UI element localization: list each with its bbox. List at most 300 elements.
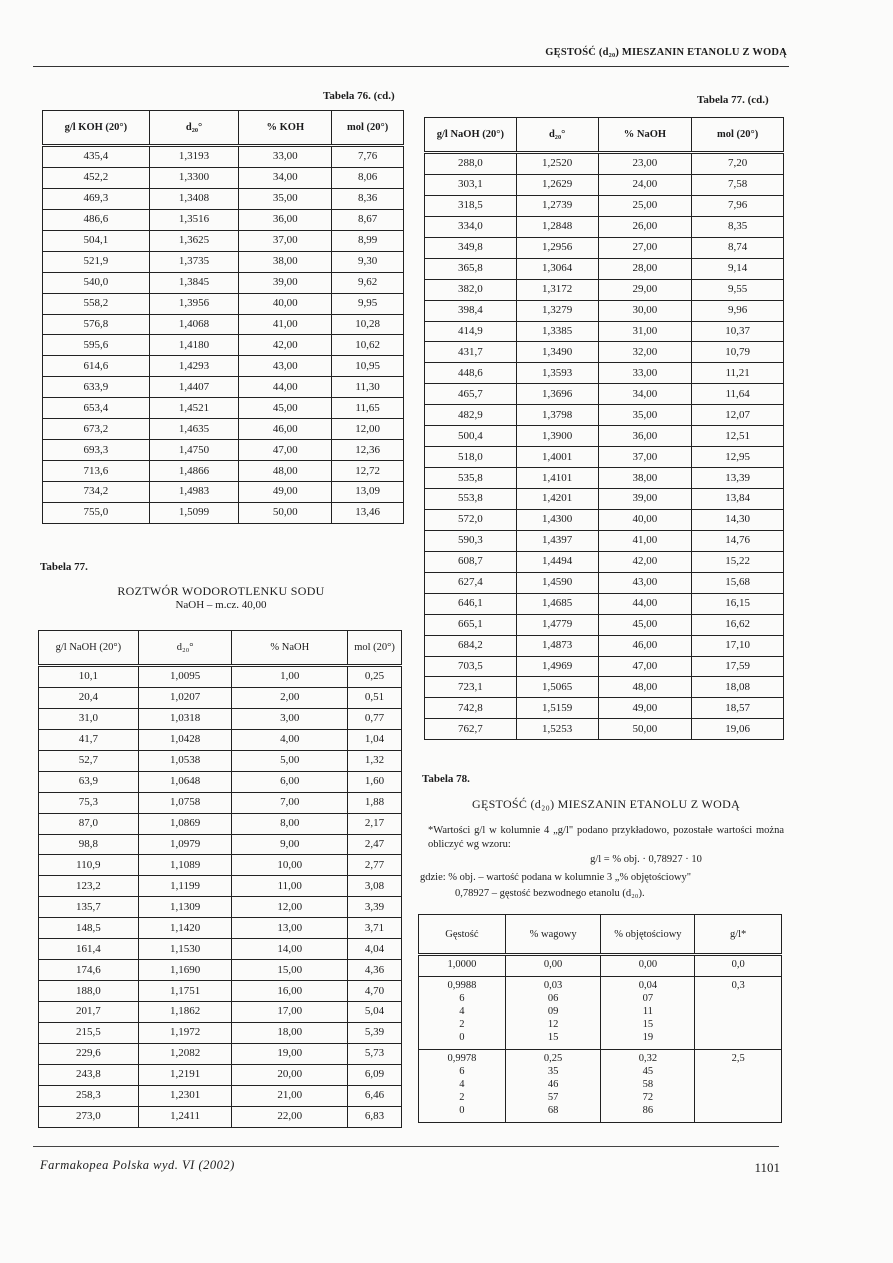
table-cell: 29,00 — [598, 279, 692, 300]
cell-value: 6 — [459, 993, 465, 1004]
table-cell: 11,65 — [332, 398, 404, 419]
table-cell: 19,00 — [232, 1043, 348, 1064]
table-row — [39, 771, 402, 792]
table-header-row — [419, 915, 782, 955]
table-cell: 13,39 — [692, 468, 784, 489]
table-cell: 75,3 — [39, 792, 139, 813]
table-cell: 1,2301 — [138, 1085, 232, 1106]
table-cell: 1,1862 — [138, 1002, 232, 1023]
table-cell: 45,00 — [239, 398, 332, 419]
table-cell: 28,00 — [598, 258, 692, 279]
table-cell: 1,4866 — [149, 461, 239, 482]
table-cell: 1,3696 — [516, 384, 598, 405]
table-cell: 288,0 — [425, 153, 517, 175]
table-cell: 6,00 — [232, 771, 348, 792]
table-row — [425, 509, 784, 530]
footer-rule — [33, 1146, 779, 1147]
column-header: mol (20°) — [692, 118, 784, 153]
table-cell: 188,0 — [39, 981, 139, 1002]
table-cell: 45,00 — [598, 614, 692, 635]
table-cell: 49,00 — [598, 698, 692, 719]
cell-value: 4 — [459, 1006, 465, 1017]
table-cell: 465,7 — [425, 384, 517, 405]
table-cell: 8,06 — [332, 167, 404, 188]
table-cell: 469,3 — [43, 188, 150, 209]
table-cell: 4,04 — [348, 939, 402, 960]
cell-value: 0,03 — [543, 980, 563, 991]
table-cell: 646,1 — [425, 593, 517, 614]
table-cell: 3,39 — [348, 897, 402, 918]
column-header: d₂₀° — [138, 631, 232, 666]
table-cell: 44,00 — [239, 377, 332, 398]
table-cell: 448,6 — [425, 363, 517, 384]
table-cell: 11,30 — [332, 377, 404, 398]
table-cell: 23,00 — [598, 153, 692, 175]
table-cell: 50,00 — [598, 719, 692, 740]
table-cell: 1,1972 — [138, 1022, 232, 1043]
table-cell: 41,00 — [239, 314, 332, 335]
table-row — [425, 656, 784, 677]
table-cell: 1,32 — [348, 750, 402, 771]
table-cell: 4,70 — [348, 981, 402, 1002]
table-cell: 33,00 — [598, 363, 692, 384]
table-row — [39, 918, 402, 939]
table76 — [42, 110, 404, 524]
table-row — [39, 897, 402, 918]
cell-value: 0,04 — [638, 980, 658, 991]
table-cell: 1,3064 — [516, 258, 598, 279]
table-cell: 33,00 — [239, 146, 332, 168]
table-cell: 6,09 — [348, 1064, 402, 1085]
table-cell: 135,7 — [39, 897, 139, 918]
table-cell: 16,00 — [232, 981, 348, 1002]
table-row — [39, 687, 402, 708]
table-cell: 1,0758 — [138, 792, 232, 813]
table-cell: 1,3516 — [149, 209, 239, 230]
table-cell: 27,00 — [598, 237, 692, 258]
table-cell: 13,09 — [332, 482, 404, 503]
table-cell: 1,04 — [348, 729, 402, 750]
table-cell: 1,60 — [348, 771, 402, 792]
table-cell: 382,0 — [425, 279, 517, 300]
table-cell: 10,28 — [332, 314, 404, 335]
table-row — [39, 813, 402, 834]
table-cell: 1,5159 — [516, 698, 598, 719]
table-cell: 5,00 — [232, 750, 348, 771]
table-cell: 43,00 — [598, 572, 692, 593]
cell-value: 0,9988 — [447, 980, 477, 991]
table-row — [43, 377, 404, 398]
table-cell: 1,4521 — [149, 398, 239, 419]
table-row — [43, 314, 404, 335]
table-row — [425, 174, 784, 195]
table-cell — [505, 955, 601, 977]
table-row — [43, 356, 404, 377]
table-row — [425, 426, 784, 447]
table-cell: 38,00 — [598, 468, 692, 489]
table-row — [39, 876, 402, 897]
table-cell: 10,95 — [332, 356, 404, 377]
table-cell: 1,4983 — [149, 482, 239, 503]
table-cell: 10,1 — [39, 666, 139, 688]
table-cell: 40,00 — [598, 509, 692, 530]
table-header-row — [425, 118, 784, 153]
table-cell: 1,4397 — [516, 530, 598, 551]
cell-value: 1,0000 — [447, 959, 477, 970]
table-cell: 5,39 — [348, 1022, 402, 1043]
table-cell: 48,00 — [239, 461, 332, 482]
table-row — [43, 335, 404, 356]
cell-value: 6 — [459, 1066, 465, 1077]
table-cell: 161,4 — [39, 939, 139, 960]
table-cell: 1,1199 — [138, 876, 232, 897]
table-cell: 22,00 — [232, 1106, 348, 1127]
table-cell: 14,30 — [692, 509, 784, 530]
table-row — [425, 342, 784, 363]
table-cell: 1,2082 — [138, 1043, 232, 1064]
table-cell: 553,8 — [425, 489, 517, 510]
table-cell: 1,3193 — [149, 146, 239, 168]
table-cell: 10,79 — [692, 342, 784, 363]
column-header: % NaOH — [232, 631, 348, 666]
table-cell: 12,36 — [332, 440, 404, 461]
table-cell: 1,3593 — [516, 363, 598, 384]
table-row — [39, 981, 402, 1002]
table-cell: 6,83 — [348, 1106, 402, 1127]
cell-value: 72 — [642, 1092, 654, 1103]
table-cell: 8,67 — [332, 209, 404, 230]
table-cell: 7,58 — [692, 174, 784, 195]
table-cell: 1,3279 — [516, 300, 598, 321]
table-cell: 3,71 — [348, 918, 402, 939]
cell-value: 19 — [642, 1032, 654, 1043]
table-cell: 8,74 — [692, 237, 784, 258]
table-cell: 5,73 — [348, 1043, 402, 1064]
table-cell: 1,4779 — [516, 614, 598, 635]
table-cell: 1,0648 — [138, 771, 232, 792]
table-cell: 1,0979 — [138, 834, 232, 855]
table-cell: 334,0 — [425, 216, 517, 237]
column-header: % NaOH — [598, 118, 692, 153]
table-cell: 10,62 — [332, 335, 404, 356]
table-cell: 608,7 — [425, 551, 517, 572]
table-cell: 46,00 — [239, 419, 332, 440]
table-cell: 16,62 — [692, 614, 784, 635]
table-cell: 15,00 — [232, 960, 348, 981]
table-row — [43, 209, 404, 230]
table-cell: 18,00 — [232, 1022, 348, 1043]
table-row — [39, 1064, 402, 1085]
table-cell: 665,1 — [425, 614, 517, 635]
cell-value: 0,3 — [731, 980, 745, 991]
cell-value: 15 — [642, 1019, 654, 1030]
table78-title: GĘSTOŚĆ (d₂₀) MIESZANIN ETANOLU Z WODĄ — [471, 797, 740, 811]
table77-title: ROZTWÓR WODOROTLENKU SODU — [117, 584, 325, 598]
table-cell: 1,0538 — [138, 750, 232, 771]
cell-value: 45 — [642, 1066, 654, 1077]
cell-value: 4 — [459, 1079, 465, 1090]
table-cell: 1,3845 — [149, 272, 239, 293]
table-cell: 258,3 — [39, 1085, 139, 1106]
table-cell: 35,00 — [598, 405, 692, 426]
table-cell: 1,3408 — [149, 188, 239, 209]
cell-value: 0,0 — [731, 959, 745, 970]
table-cell: 12,95 — [692, 447, 784, 468]
column-header: g/l NaOH (20°) — [39, 631, 139, 666]
table-cell: 41,7 — [39, 729, 139, 750]
table78-density-note: 0,78927 – gęstość bezwodnego etanolu (d₂₀). — [455, 888, 645, 899]
table-cell: 1,4685 — [516, 593, 598, 614]
table-cell: 8,35 — [692, 216, 784, 237]
table-cell: 49,00 — [239, 482, 332, 503]
table-cell: 1,00 — [232, 666, 348, 688]
table-cell: 1,3625 — [149, 230, 239, 251]
table-cell: 1,2520 — [516, 153, 598, 175]
table78 — [418, 914, 782, 1123]
table-row — [425, 300, 784, 321]
cell-value: 57 — [547, 1092, 559, 1103]
table-row — [39, 960, 402, 981]
table-cell: 46,00 — [598, 635, 692, 656]
table-cell: 1,3490 — [516, 342, 598, 363]
table-cell: 19,06 — [692, 719, 784, 740]
table-cell: 1,0095 — [138, 666, 232, 688]
table-cell: 123,2 — [39, 876, 139, 897]
table-row — [425, 698, 784, 719]
table-cell: 9,30 — [332, 251, 404, 272]
table-cell: 52,7 — [39, 750, 139, 771]
table-row — [43, 419, 404, 440]
table-cell: 14,76 — [692, 530, 784, 551]
table-cell: 1,4201 — [516, 489, 598, 510]
table-cell: 1,1530 — [138, 939, 232, 960]
table-cell: 215,5 — [39, 1022, 139, 1043]
table-cell: 1,0318 — [138, 708, 232, 729]
table-cell: 47,00 — [239, 440, 332, 461]
table-row — [43, 188, 404, 209]
table-cell: 1,3798 — [516, 405, 598, 426]
table-cell: 1,2739 — [516, 195, 598, 216]
table-row — [43, 461, 404, 482]
table-row — [425, 635, 784, 656]
table78-note: *Wartości g/l w kolumnie 4 „g/l" podano przykładowo, pozostałe wartości można obliczyć wg wzoru: — [428, 825, 784, 850]
table-cell: 9,55 — [692, 279, 784, 300]
cell-value: 12 — [547, 1019, 559, 1030]
table-cell: 44,00 — [598, 593, 692, 614]
table-cell: 13,84 — [692, 489, 784, 510]
table-cell: 8,99 — [332, 230, 404, 251]
footer-publication: Farmakopea Polska wyd. VI (2002) — [40, 1158, 235, 1172]
table-cell — [601, 1050, 695, 1123]
table-cell: 11,64 — [692, 384, 784, 405]
table-row — [425, 572, 784, 593]
table-cell: 15,68 — [692, 572, 784, 593]
table-cell: 365,8 — [425, 258, 517, 279]
table-cell: 318,5 — [425, 195, 517, 216]
table-cell: 2,00 — [232, 687, 348, 708]
cell-value: 58 — [642, 1079, 654, 1090]
table-row — [39, 792, 402, 813]
table-cell: 1,3956 — [149, 293, 239, 314]
table-row — [425, 489, 784, 510]
table-cell: 1,4293 — [149, 356, 239, 377]
table-cell: 37,00 — [239, 230, 332, 251]
table-cell: 36,00 — [239, 209, 332, 230]
table-cell: 41,00 — [598, 530, 692, 551]
table-row — [43, 251, 404, 272]
cell-value: 2,5 — [731, 1053, 745, 1064]
table-row — [39, 1043, 402, 1064]
table-row — [39, 666, 402, 688]
cell-value: 2 — [459, 1019, 465, 1030]
table-cell: 110,9 — [39, 855, 139, 876]
table-cell: 1,1309 — [138, 897, 232, 918]
table-cell: 8,00 — [232, 813, 348, 834]
cell-value: 07 — [642, 993, 654, 1004]
table-cell: 2,17 — [348, 813, 402, 834]
table-cell: 30,00 — [598, 300, 692, 321]
table-cell: 42,00 — [239, 335, 332, 356]
table77-caption: Tabela 77. — [40, 561, 88, 573]
cell-value: 0 — [459, 1032, 465, 1043]
table-row — [39, 834, 402, 855]
table-cell: 18,57 — [692, 698, 784, 719]
table-row — [39, 1085, 402, 1106]
table-cell: 16,15 — [692, 593, 784, 614]
table-cell: 12,51 — [692, 426, 784, 447]
table-cell: 1,2629 — [516, 174, 598, 195]
table-cell: 1,3172 — [516, 279, 598, 300]
table-header-row — [43, 111, 404, 146]
table-cell: 4,00 — [232, 729, 348, 750]
cell-value: 68 — [547, 1105, 559, 1116]
table-cell: 558,2 — [43, 293, 150, 314]
table-cell: 47,00 — [598, 656, 692, 677]
table-cell — [695, 1050, 782, 1123]
table-cell: 10,00 — [232, 855, 348, 876]
table-cell: 273,0 — [39, 1106, 139, 1127]
table-cell: 87,0 — [39, 813, 139, 834]
table-cell: 486,6 — [43, 209, 150, 230]
table-cell: 1,2848 — [516, 216, 598, 237]
table-cell — [695, 955, 782, 977]
table-cell: 12,07 — [692, 405, 784, 426]
table-row-group — [419, 977, 782, 1050]
table-row — [425, 363, 784, 384]
column-header: mol (20°) — [348, 631, 402, 666]
table-row — [425, 153, 784, 175]
table-cell: 1,0428 — [138, 729, 232, 750]
table-cell: 243,8 — [39, 1064, 139, 1085]
table-cell: 572,0 — [425, 509, 517, 530]
table-cell: 31,00 — [598, 321, 692, 342]
table-cell: 36,00 — [598, 426, 692, 447]
table-cell: 31,0 — [39, 708, 139, 729]
table-cell: 1,1690 — [138, 960, 232, 981]
cell-value: 35 — [547, 1066, 559, 1077]
column-header: mol (20°) — [332, 111, 404, 146]
table-cell: 9,62 — [332, 272, 404, 293]
table-cell: 24,00 — [598, 174, 692, 195]
table-cell: 39,00 — [598, 489, 692, 510]
table-cell: 2,47 — [348, 834, 402, 855]
table-cell: 431,7 — [425, 342, 517, 363]
table-cell: 1,4407 — [149, 377, 239, 398]
table-cell: 12,72 — [332, 461, 404, 482]
cell-value: 0 — [459, 1105, 465, 1116]
table-cell: 21,00 — [232, 1085, 348, 1106]
table78-where: gdzie: % obj. – wartość podana w kolumnie 3 „% objętościowy" — [420, 872, 692, 883]
table-cell: 673,2 — [43, 419, 150, 440]
table-cell: 762,7 — [425, 719, 517, 740]
cell-value: 09 — [547, 1006, 559, 1017]
table-row — [425, 593, 784, 614]
table-cell: 723,1 — [425, 677, 517, 698]
table-cell: 703,5 — [425, 656, 517, 677]
table-row — [425, 405, 784, 426]
table-cell: 684,2 — [425, 635, 517, 656]
table-cell: 7,00 — [232, 792, 348, 813]
table-row — [425, 468, 784, 489]
table-cell: 742,8 — [425, 698, 517, 719]
table-row — [39, 708, 402, 729]
table-cell: 1,1089 — [138, 855, 232, 876]
table-row — [425, 719, 784, 740]
table-cell: 5,04 — [348, 1002, 402, 1023]
table-cell: 1,5065 — [516, 677, 598, 698]
table-cell: 40,00 — [239, 293, 332, 314]
table-cell: 3,08 — [348, 876, 402, 897]
table-cell: 0,51 — [348, 687, 402, 708]
table-cell: 148,5 — [39, 918, 139, 939]
table-cell: 633,9 — [43, 377, 150, 398]
table-row — [39, 729, 402, 750]
table-cell: 20,00 — [232, 1064, 348, 1085]
table-row-group — [419, 955, 782, 977]
table-cell: 35,00 — [239, 188, 332, 209]
table-cell: 1,4101 — [516, 468, 598, 489]
table-cell: 435,4 — [43, 146, 150, 168]
table-row — [425, 384, 784, 405]
table-cell: 0,25 — [348, 666, 402, 688]
table-cell: 595,6 — [43, 335, 150, 356]
table-cell: 693,3 — [43, 440, 150, 461]
table-row — [43, 502, 404, 523]
table-cell: 7,76 — [332, 146, 404, 168]
table-cell: 15,22 — [692, 551, 784, 572]
table-cell: 1,2956 — [516, 237, 598, 258]
table-row — [39, 750, 402, 771]
table-cell: 452,2 — [43, 167, 150, 188]
column-header: % objętościowy — [601, 915, 695, 955]
table-cell: 1,2411 — [138, 1106, 232, 1127]
table-cell: 1,88 — [348, 792, 402, 813]
table-cell: 713,6 — [43, 461, 150, 482]
table-cell: 504,1 — [43, 230, 150, 251]
table-row — [39, 939, 402, 960]
table-row — [43, 440, 404, 461]
table-cell: 17,10 — [692, 635, 784, 656]
table-row — [43, 293, 404, 314]
table-row — [43, 482, 404, 503]
table-cell: 614,6 — [43, 356, 150, 377]
table-cell: 7,96 — [692, 195, 784, 216]
table-cell: 9,95 — [332, 293, 404, 314]
table-cell: 1,1420 — [138, 918, 232, 939]
table-cell: 1,4969 — [516, 656, 598, 677]
table-row — [43, 146, 404, 168]
table-cell: 3,00 — [232, 708, 348, 729]
